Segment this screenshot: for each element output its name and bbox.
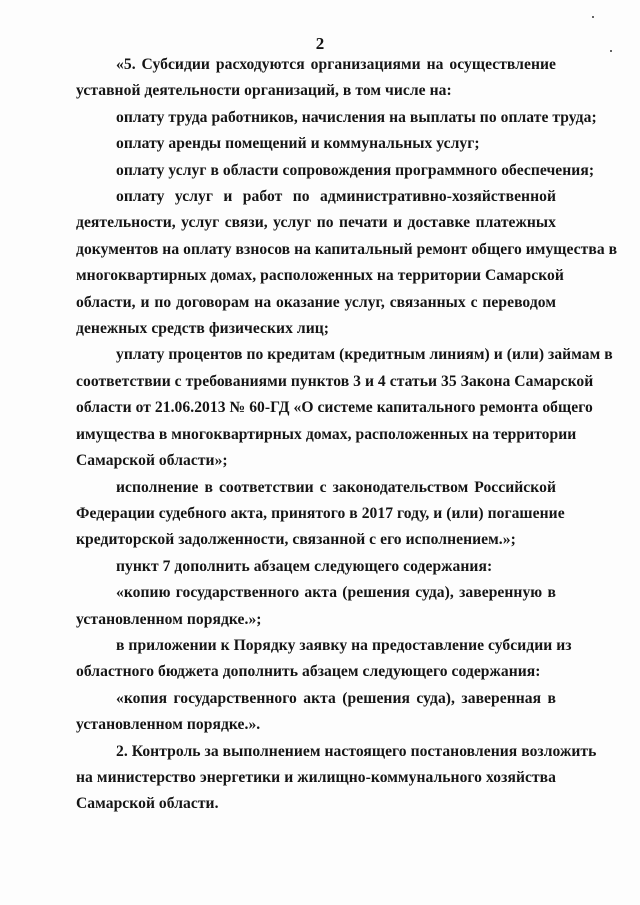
paragraph	[76, 52, 556, 105]
paragraph	[76, 158, 595, 184]
paragraph-line: исполнение в соответствии с законодательством Российской	[116, 478, 556, 496]
paragraph	[76, 342, 613, 474]
paragraph	[76, 131, 556, 157]
paragraph-line: имущества в многоквартирных домах, расположенных на территории	[76, 425, 577, 443]
paragraph-line: многоквартирных домах, расположенных на территории Самарской	[76, 267, 564, 285]
paragraph-line: документов на оплату взносов на капитальный ремонт общего имущества в	[76, 240, 618, 258]
paragraph-line: области, и по договорам на оказание услуг, связанных с переводом	[76, 293, 556, 311]
paragraph-line: 2. Контроль за выполнением настоящего постановления возложить	[116, 742, 597, 760]
paragraph-line: кредиторской задолженности, связанной с его исполнением.»;	[76, 531, 516, 549]
paragraph	[76, 580, 556, 633]
paragraph-line: установленном порядке.»;	[76, 610, 262, 628]
paragraph-line: «5. Субсидии расходуются организациями на осуществление	[116, 56, 556, 73]
paragraph-line: на министерство энергетики и жилищно-коммунального хозяйства	[76, 768, 556, 786]
paragraph-line: оплату услуг и работ по административно-хозяйственной	[116, 188, 556, 206]
paragraph	[76, 184, 618, 342]
paragraph	[76, 554, 556, 580]
paragraph-line: установленном порядке.».	[76, 716, 261, 734]
paragraph-line: деятельности, услуг связи, услуг по печати и доставке платежных	[76, 214, 556, 232]
paragraph	[76, 739, 597, 818]
paragraph-line: «копия государственного акта (решения суда), заверенная в	[116, 689, 556, 707]
paragraph	[76, 105, 597, 131]
paragraph-line: уплату процентов по кредитам (кредитным линиям) и (или) займам в	[116, 346, 613, 364]
paragraph-line: денежных средств физических лиц;	[76, 320, 330, 338]
paragraph-line: Федерации судебного акта, принятого в 2017 году, и (или) погашение	[76, 504, 565, 522]
paragraph-line: «копию государственного акта (решения суда), заверенную в	[116, 584, 556, 602]
paragraph	[76, 475, 565, 554]
paragraph-line: пункт 7 дополнить абзацем следующего содержания:	[116, 557, 493, 575]
paragraph-line: оплату аренды помещений и коммунальных услуг;	[116, 135, 480, 153]
paragraph-line: оплату труда работников, начисления на выплаты по оплате труда;	[116, 108, 597, 126]
paragraph-line: уставной деятельности организаций, в том числе на:	[76, 82, 452, 100]
paragraph-line: соответствии с требованиями пунктов 3 и 4 статьи 35 Закона Самарской	[76, 372, 594, 390]
paragraph	[76, 686, 556, 739]
paragraph-line: оплату услуг в области сопровождения программного обеспечения;	[116, 161, 595, 179]
paragraph-line: Самарской области.	[76, 795, 219, 813]
paragraph-line: Самарской области»;	[76, 452, 228, 470]
scan-speck	[610, 50, 612, 52]
scan-speck	[592, 16, 594, 18]
document-body	[76, 52, 618, 818]
paragraph-line: областного бюджета дополнить абзацем следующего содержания:	[76, 663, 541, 681]
paragraph-line: в приложении к Порядку заявку на предоставление субсидии из	[116, 636, 572, 654]
page-number: 2	[315, 34, 325, 53]
paragraph-line: области от 21.06.2013 № 60-ГД «О системе капитального ремонта общего	[76, 399, 593, 417]
paragraph	[76, 633, 572, 686]
